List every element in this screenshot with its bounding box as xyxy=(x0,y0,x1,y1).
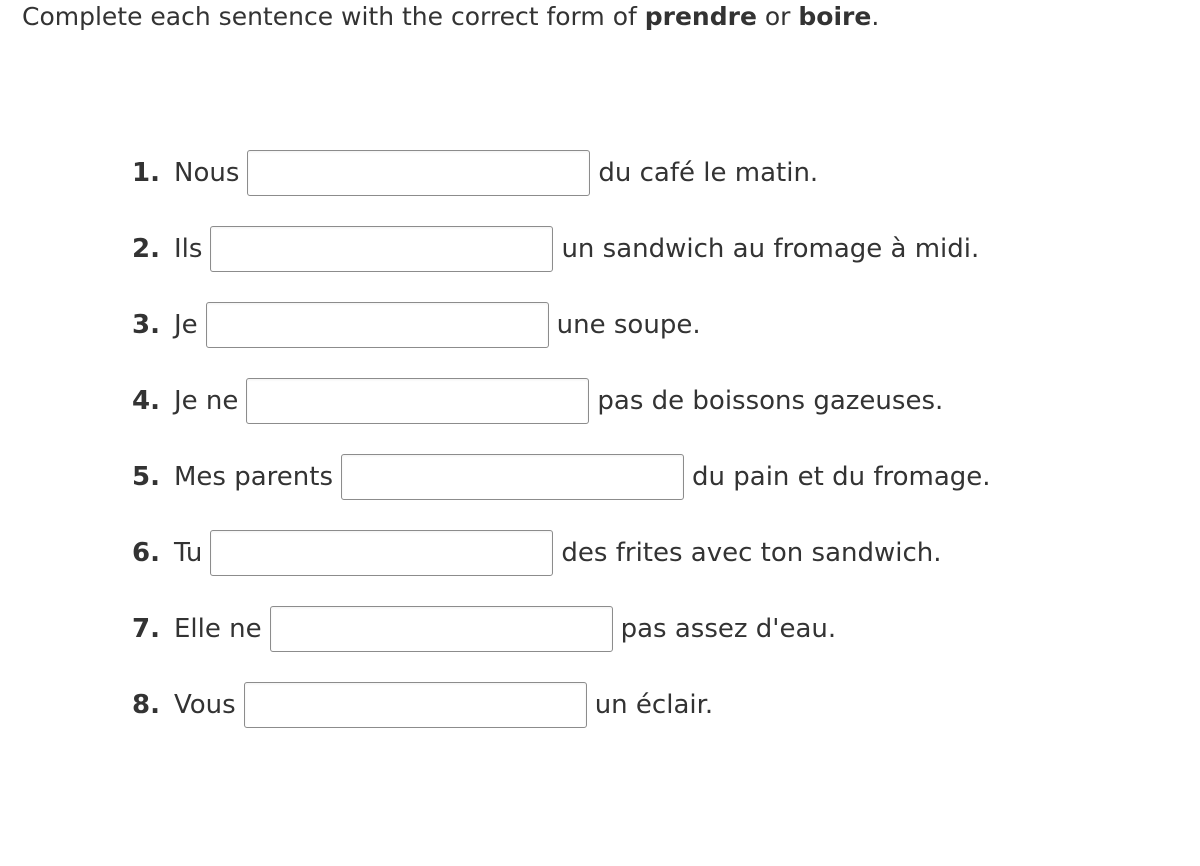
item-number: 8. xyxy=(132,690,160,720)
item-number: 3. xyxy=(132,310,160,340)
sentence-end: un éclair. xyxy=(594,690,714,720)
answer-input-8[interactable] xyxy=(244,682,587,728)
instructions-prefix: Complete each sentence with the correct form of xyxy=(22,2,645,31)
exercise-item-8 xyxy=(132,682,991,728)
instructions-middle: or xyxy=(756,2,799,31)
sentence-start: Tu xyxy=(174,538,203,568)
answer-input-6[interactable] xyxy=(210,530,553,576)
sentence-start: Je ne xyxy=(174,386,239,416)
answer-input-5[interactable] xyxy=(341,454,684,500)
answer-input-4[interactable] xyxy=(246,378,589,424)
sentence-start: Elle ne xyxy=(174,614,262,644)
item-number: 2. xyxy=(132,234,160,264)
item-number: 6. xyxy=(132,538,160,568)
item-number: 1. xyxy=(132,158,160,188)
exercise-item-2 xyxy=(132,226,991,272)
sentence-end: des frites avec ton sandwich. xyxy=(561,538,942,568)
answer-input-2[interactable] xyxy=(210,226,553,272)
exercise-item-6 xyxy=(132,530,991,576)
exercise-item-4 xyxy=(132,378,991,424)
verb-prendre: prendre xyxy=(644,2,757,31)
exercise-item-3 xyxy=(132,302,991,348)
answer-input-3[interactable] xyxy=(206,302,549,348)
sentence-end: du pain et du fromage. xyxy=(692,462,991,492)
exercise-item-7 xyxy=(132,606,991,652)
answer-input-7[interactable] xyxy=(270,606,613,652)
sentence-start: Nous xyxy=(174,158,240,188)
verb-boire: boire xyxy=(798,2,872,31)
sentence-end: une soupe. xyxy=(556,310,701,340)
sentence-start: Ils xyxy=(174,234,203,264)
exercise-item-5 xyxy=(132,454,991,500)
sentence-start: Mes parents xyxy=(174,462,334,492)
sentence-start: Je xyxy=(174,310,198,340)
sentence-end: pas de boissons gazeuses. xyxy=(597,386,944,416)
sentence-end: un sandwich au fromage à midi. xyxy=(561,234,980,264)
exercise-list xyxy=(132,150,991,758)
sentence-end: pas assez d'eau. xyxy=(620,614,837,644)
exercise-item-1 xyxy=(132,150,991,196)
item-number: 7. xyxy=(132,614,160,644)
instructions xyxy=(22,0,879,34)
sentence-end: du café le matin. xyxy=(598,158,819,188)
sentence-start: Vous xyxy=(174,690,236,720)
instructions-suffix: . xyxy=(871,2,880,31)
item-number: 5. xyxy=(132,462,160,492)
answer-input-1[interactable] xyxy=(247,150,590,196)
item-number: 4. xyxy=(132,386,160,416)
